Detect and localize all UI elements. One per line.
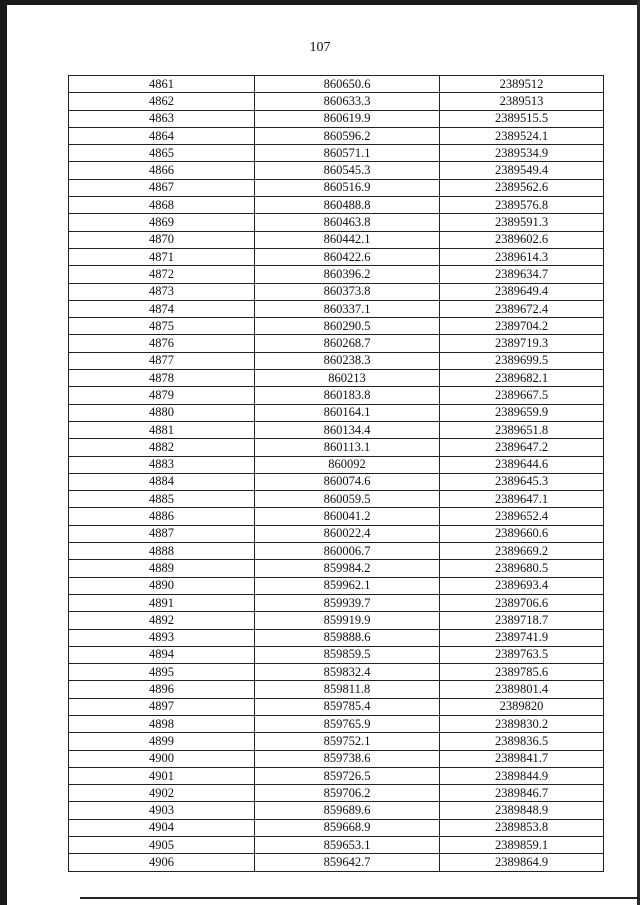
point-number-cell: 4899 — [69, 733, 255, 750]
y-coordinate-cell: 2389836.5 — [440, 733, 604, 750]
table-row — [69, 560, 604, 577]
x-coordinate-cell: 860022.4 — [255, 525, 440, 542]
point-number-cell: 4864 — [69, 127, 255, 144]
point-number-cell: 4903 — [69, 802, 255, 819]
scan-border-top — [0, 0, 640, 5]
y-coordinate-cell: 2389614.3 — [440, 248, 604, 265]
point-number-cell: 4898 — [69, 715, 255, 732]
y-coordinate-cell: 2389719.3 — [440, 335, 604, 352]
point-number-cell: 4880 — [69, 404, 255, 421]
y-coordinate-cell: 2389667.5 — [440, 387, 604, 404]
x-coordinate-cell: 859939.7 — [255, 594, 440, 611]
table-row — [69, 698, 604, 715]
table-row — [69, 456, 604, 473]
point-number-cell: 4872 — [69, 266, 255, 283]
x-coordinate-cell: 860422.6 — [255, 248, 440, 265]
point-number-cell: 4891 — [69, 594, 255, 611]
y-coordinate-cell: 2389651.8 — [440, 421, 604, 438]
y-coordinate-cell: 2389591.3 — [440, 214, 604, 231]
point-number-cell: 4862 — [69, 93, 255, 110]
x-coordinate-cell: 859984.2 — [255, 560, 440, 577]
y-coordinate-cell: 2389706.6 — [440, 594, 604, 611]
table-row — [69, 543, 604, 560]
table-row — [69, 525, 604, 542]
point-number-cell: 4888 — [69, 543, 255, 560]
x-coordinate-cell: 860213 — [255, 370, 440, 387]
table-row — [69, 421, 604, 438]
point-number-cell: 4906 — [69, 854, 255, 871]
x-coordinate-cell: 859752.1 — [255, 733, 440, 750]
x-coordinate-cell: 860596.2 — [255, 127, 440, 144]
x-coordinate-cell: 860092 — [255, 456, 440, 473]
table-row — [69, 387, 604, 404]
y-coordinate-cell: 2389602.6 — [440, 231, 604, 248]
point-number-cell: 4881 — [69, 421, 255, 438]
y-coordinate-cell: 2389853.8 — [440, 819, 604, 836]
table-row — [69, 93, 604, 110]
table-row — [69, 473, 604, 490]
x-coordinate-cell: 860650.6 — [255, 76, 440, 93]
x-coordinate-cell: 860463.8 — [255, 214, 440, 231]
page-number: 107 — [309, 40, 331, 55]
table-row — [69, 646, 604, 663]
table-row — [69, 300, 604, 317]
y-coordinate-cell: 2389647.1 — [440, 491, 604, 508]
table-row — [69, 248, 604, 265]
y-coordinate-cell: 2389785.6 — [440, 664, 604, 681]
x-coordinate-cell: 860041.2 — [255, 508, 440, 525]
table-row — [69, 197, 604, 214]
coordinates-table-body — [69, 76, 604, 872]
table-row — [69, 283, 604, 300]
table-row — [69, 110, 604, 127]
table-row — [69, 733, 604, 750]
x-coordinate-cell: 860488.8 — [255, 197, 440, 214]
y-coordinate-cell: 2389652.4 — [440, 508, 604, 525]
table-row — [69, 819, 604, 836]
point-number-cell: 4894 — [69, 646, 255, 663]
x-coordinate-cell: 860290.5 — [255, 318, 440, 335]
table-row — [69, 802, 604, 819]
y-coordinate-cell: 2389669.2 — [440, 543, 604, 560]
y-coordinate-cell: 2389647.2 — [440, 439, 604, 456]
table-row — [69, 318, 604, 335]
x-coordinate-cell: 860006.7 — [255, 543, 440, 560]
y-coordinate-cell: 2389846.7 — [440, 785, 604, 802]
x-coordinate-cell: 860516.9 — [255, 179, 440, 196]
x-coordinate-cell: 860619.9 — [255, 110, 440, 127]
x-coordinate-cell: 859642.7 — [255, 854, 440, 871]
point-number-cell: 4868 — [69, 197, 255, 214]
table-row — [69, 715, 604, 732]
point-number-cell: 4867 — [69, 179, 255, 196]
y-coordinate-cell: 2389513 — [440, 93, 604, 110]
scan-border-bottom — [80, 897, 640, 899]
y-coordinate-cell: 2389682.1 — [440, 370, 604, 387]
table-row — [69, 127, 604, 144]
point-number-cell: 4878 — [69, 370, 255, 387]
x-coordinate-cell: 859785.4 — [255, 698, 440, 715]
y-coordinate-cell: 2389576.8 — [440, 197, 604, 214]
y-coordinate-cell: 2389718.7 — [440, 612, 604, 629]
x-coordinate-cell: 860238.3 — [255, 352, 440, 369]
x-coordinate-cell: 859888.6 — [255, 629, 440, 646]
point-number-cell: 4871 — [69, 248, 255, 265]
table-row — [69, 681, 604, 698]
table-row — [69, 785, 604, 802]
point-number-cell: 4885 — [69, 491, 255, 508]
y-coordinate-cell: 2389699.5 — [440, 352, 604, 369]
y-coordinate-cell: 2389644.6 — [440, 456, 604, 473]
x-coordinate-cell: 859668.9 — [255, 819, 440, 836]
table-row — [69, 664, 604, 681]
point-number-cell: 4887 — [69, 525, 255, 542]
table-row — [69, 335, 604, 352]
y-coordinate-cell: 2389660.6 — [440, 525, 604, 542]
point-number-cell: 4896 — [69, 681, 255, 698]
point-number-cell: 4905 — [69, 837, 255, 854]
y-coordinate-cell: 2389549.4 — [440, 162, 604, 179]
x-coordinate-cell: 859832.4 — [255, 664, 440, 681]
point-number-cell: 4865 — [69, 145, 255, 162]
y-coordinate-cell: 2389645.3 — [440, 473, 604, 490]
table-row — [69, 404, 604, 421]
y-coordinate-cell: 2389680.5 — [440, 560, 604, 577]
x-coordinate-cell: 859765.9 — [255, 715, 440, 732]
point-number-cell: 4877 — [69, 352, 255, 369]
point-number-cell: 4886 — [69, 508, 255, 525]
table-row — [69, 266, 604, 283]
scan-border-left — [0, 0, 7, 905]
y-coordinate-cell: 2389672.4 — [440, 300, 604, 317]
table-row — [69, 629, 604, 646]
table-row — [69, 145, 604, 162]
point-number-cell: 4883 — [69, 456, 255, 473]
x-coordinate-cell: 859689.6 — [255, 802, 440, 819]
point-number-cell: 4863 — [69, 110, 255, 127]
x-coordinate-cell: 859726.5 — [255, 767, 440, 784]
x-coordinate-cell: 860113.1 — [255, 439, 440, 456]
point-number-cell: 4879 — [69, 387, 255, 404]
point-number-cell: 4884 — [69, 473, 255, 490]
x-coordinate-cell: 860268.7 — [255, 335, 440, 352]
y-coordinate-cell: 2389864.9 — [440, 854, 604, 871]
point-number-cell: 4902 — [69, 785, 255, 802]
y-coordinate-cell: 2389634.7 — [440, 266, 604, 283]
x-coordinate-cell: 860545.3 — [255, 162, 440, 179]
x-coordinate-cell: 859706.2 — [255, 785, 440, 802]
y-coordinate-cell: 2389649.4 — [440, 283, 604, 300]
table-row — [69, 76, 604, 93]
x-coordinate-cell: 860396.2 — [255, 266, 440, 283]
y-coordinate-cell: 2389524.1 — [440, 127, 604, 144]
table-row — [69, 439, 604, 456]
point-number-cell: 4892 — [69, 612, 255, 629]
point-number-cell: 4904 — [69, 819, 255, 836]
table-row — [69, 594, 604, 611]
y-coordinate-cell: 2389801.4 — [440, 681, 604, 698]
point-number-cell: 4874 — [69, 300, 255, 317]
y-coordinate-cell: 2389830.2 — [440, 715, 604, 732]
table-row — [69, 162, 604, 179]
point-number-cell: 4875 — [69, 318, 255, 335]
y-coordinate-cell: 2389859.1 — [440, 837, 604, 854]
y-coordinate-cell: 2389693.4 — [440, 577, 604, 594]
x-coordinate-cell: 860373.8 — [255, 283, 440, 300]
x-coordinate-cell: 860074.6 — [255, 473, 440, 490]
table-row — [69, 508, 604, 525]
point-number-cell: 4882 — [69, 439, 255, 456]
y-coordinate-cell: 2389741.9 — [440, 629, 604, 646]
x-coordinate-cell: 859919.9 — [255, 612, 440, 629]
y-coordinate-cell: 2389848.9 — [440, 802, 604, 819]
x-coordinate-cell: 860164.1 — [255, 404, 440, 421]
x-coordinate-cell: 860571.1 — [255, 145, 440, 162]
point-number-cell: 4893 — [69, 629, 255, 646]
table-row — [69, 750, 604, 767]
table-row — [69, 352, 604, 369]
point-number-cell: 4861 — [69, 76, 255, 93]
table-row — [69, 854, 604, 871]
x-coordinate-cell: 860134.4 — [255, 421, 440, 438]
point-number-cell: 4869 — [69, 214, 255, 231]
y-coordinate-cell: 2389659.9 — [440, 404, 604, 421]
x-coordinate-cell: 860442.1 — [255, 231, 440, 248]
y-coordinate-cell: 2389512 — [440, 76, 604, 93]
y-coordinate-cell: 2389841.7 — [440, 750, 604, 767]
x-coordinate-cell: 859962.1 — [255, 577, 440, 594]
table-row — [69, 370, 604, 387]
x-coordinate-cell: 860337.1 — [255, 300, 440, 317]
point-number-cell: 4889 — [69, 560, 255, 577]
point-number-cell: 4870 — [69, 231, 255, 248]
table-row — [69, 231, 604, 248]
point-number-cell: 4873 — [69, 283, 255, 300]
y-coordinate-cell: 2389515.5 — [440, 110, 604, 127]
table-row — [69, 577, 604, 594]
table-row — [69, 491, 604, 508]
table-row — [69, 612, 604, 629]
table-row — [69, 214, 604, 231]
y-coordinate-cell: 2389534.9 — [440, 145, 604, 162]
x-coordinate-cell: 859811.8 — [255, 681, 440, 698]
table-row — [69, 837, 604, 854]
y-coordinate-cell: 2389820 — [440, 698, 604, 715]
y-coordinate-cell: 2389763.5 — [440, 646, 604, 663]
point-number-cell: 4897 — [69, 698, 255, 715]
y-coordinate-cell: 2389562.6 — [440, 179, 604, 196]
point-number-cell: 4895 — [69, 664, 255, 681]
x-coordinate-cell: 859738.6 — [255, 750, 440, 767]
x-coordinate-cell: 860059.5 — [255, 491, 440, 508]
y-coordinate-cell: 2389844.9 — [440, 767, 604, 784]
table-row — [69, 767, 604, 784]
coordinates-table — [68, 75, 604, 872]
y-coordinate-cell: 2389704.2 — [440, 318, 604, 335]
x-coordinate-cell: 860183.8 — [255, 387, 440, 404]
point-number-cell: 4900 — [69, 750, 255, 767]
point-number-cell: 4901 — [69, 767, 255, 784]
point-number-cell: 4866 — [69, 162, 255, 179]
x-coordinate-cell: 860633.3 — [255, 93, 440, 110]
x-coordinate-cell: 859653.1 — [255, 837, 440, 854]
table-row — [69, 179, 604, 196]
point-number-cell: 4876 — [69, 335, 255, 352]
x-coordinate-cell: 859859.5 — [255, 646, 440, 663]
point-number-cell: 4890 — [69, 577, 255, 594]
